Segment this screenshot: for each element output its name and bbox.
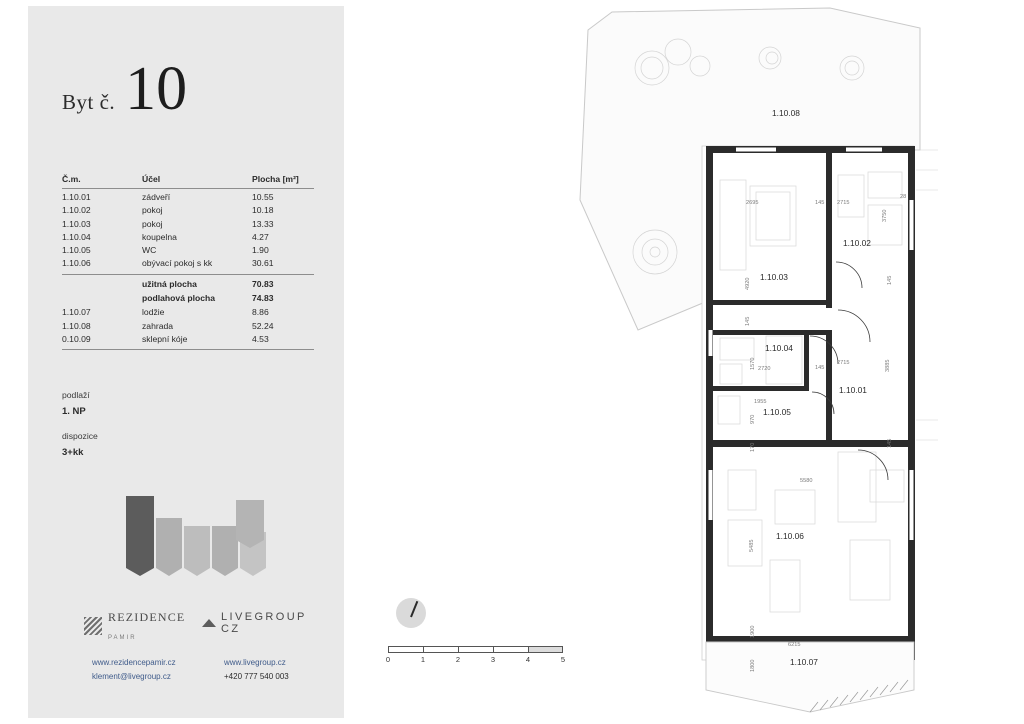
cell-area: 1.90: [252, 244, 269, 255]
dimension-text: 2715: [837, 200, 850, 206]
cell-use: zahrada: [142, 320, 174, 331]
cell-area: 74.83: [252, 293, 274, 304]
dimension-text: 28: [900, 194, 907, 200]
column-header-number: Č.m.: [62, 174, 81, 184]
cell-use: pokoj: [142, 218, 163, 229]
room-label-1-10-04: 1.10.04: [765, 343, 793, 353]
room-label-1-10-08: 1.10.08: [772, 108, 800, 118]
rezidence-name: REZIDENCE: [108, 610, 186, 624]
table-bottom-divider: [62, 349, 314, 350]
dimension-text: 1800: [750, 659, 756, 672]
dimension-text: 145: [815, 200, 825, 206]
room-schedule-table: [62, 174, 314, 350]
logo-rezidence-pamir: [84, 608, 185, 644]
cell-number: 1.10.05: [62, 244, 91, 255]
cell-use: podlahová plocha: [142, 293, 216, 304]
dimension-text: 5580: [800, 478, 813, 484]
column-header-area: Plocha [m²]: [252, 174, 299, 184]
cell-number: [62, 293, 142, 304]
dimension-text: 1900: [750, 625, 756, 638]
cell-number: 1.10.06: [62, 258, 91, 269]
dimension-text: 5485: [749, 539, 755, 552]
scale-tick: 4: [525, 655, 531, 664]
north-arrow-icon: [396, 598, 426, 628]
scale-tick: 3: [490, 655, 496, 664]
dimension-text: 145: [887, 275, 893, 285]
cell-use: užitná plocha: [142, 278, 197, 289]
floor-plan-drawing: [560, 0, 1000, 724]
cell-use: koupelna: [142, 231, 177, 242]
dimension-text: 3750: [882, 209, 888, 222]
phone-number: +420 777 540 003: [224, 672, 289, 681]
dimension-text: 2720: [758, 366, 771, 372]
cell-number: 1.10.04: [62, 231, 91, 242]
table-row: [62, 242, 314, 255]
cell-use: WC: [142, 244, 157, 255]
scale-tick: 2: [455, 655, 461, 664]
table-row: [62, 317, 314, 330]
room-label-1-10-05: 1.10.05: [763, 407, 791, 417]
link-web-livegroup[interactable]: www.livegroup.cz: [224, 658, 286, 667]
unit-title-number: 10: [125, 55, 188, 123]
cell-use: sklepní kóje: [142, 333, 188, 344]
livegroup-mark-icon: [202, 619, 216, 627]
apartment-extent: [702, 146, 914, 660]
layout-label: dispozice: [62, 431, 98, 441]
table-row: [62, 304, 314, 317]
rezidence-sub: PAMIR: [108, 635, 137, 641]
table-row: [62, 215, 314, 228]
livegroup-name: LIVEGROUP CZ: [221, 611, 307, 635]
cell-use: lodžie: [142, 307, 165, 318]
dimension-text: 4920: [745, 277, 751, 290]
cell-use: zádveří: [142, 192, 171, 203]
cell-number: [62, 279, 142, 290]
table-total-row: [62, 290, 314, 305]
room-label-1-10-06: 1.10.06: [776, 531, 804, 541]
layout-value: 3+kk: [62, 447, 84, 458]
room-label-1-10-03: 1.10.03: [760, 272, 788, 282]
cell-area: 13.33: [252, 218, 274, 229]
scale-ruler: [385, 646, 568, 668]
cell-number: 1.10.03: [62, 218, 91, 229]
table-total-row: [62, 275, 314, 290]
floor-value: 1. NP: [62, 406, 86, 417]
cell-number: 1.10.07: [62, 307, 91, 318]
dimension-text: 1570: [750, 357, 756, 370]
loggia-outline: [706, 642, 914, 712]
dimension-text: 2695: [746, 200, 759, 206]
scale-tick: 5: [560, 655, 566, 664]
cell-area: 10.18: [252, 205, 274, 216]
rezidence-mark-icon: [84, 617, 102, 635]
table-row: [62, 202, 314, 215]
floor-label: podlaží: [62, 390, 90, 400]
cell-number: 0.10.09: [62, 333, 91, 344]
scale-and-north: [385, 598, 578, 678]
massing-blocks: [126, 496, 266, 576]
cell-area: 4.53: [252, 333, 269, 344]
logo-livegroup: [202, 611, 322, 635]
dimension-text: 6215: [788, 642, 801, 648]
table-header-row: [62, 174, 314, 189]
facade-grid: [916, 150, 938, 440]
table-row: [62, 229, 314, 242]
dimension-text: 145: [887, 438, 893, 448]
dimension-text: 145: [745, 316, 751, 326]
sidebar-panel: [28, 6, 344, 718]
room-label-1-10-07: 1.10.07: [790, 657, 818, 667]
cell-area: 10.55: [252, 192, 274, 203]
unit-title-prefix: Byt č.: [62, 90, 116, 114]
cell-area: 30.61: [252, 258, 274, 269]
building-massing-diagram: [120, 488, 290, 588]
unit-meta: [62, 388, 98, 460]
cell-number: 1.10.01: [62, 192, 91, 203]
scale-tick: 0: [385, 655, 391, 664]
dimension-text: 170: [750, 442, 756, 452]
room-label-1-10-02: 1.10.02: [843, 238, 871, 248]
dimension-text: 970: [750, 414, 756, 424]
dimension-text: 3885: [885, 359, 891, 372]
cell-use: obývací pokoj s kk: [142, 258, 213, 269]
table-row: [62, 189, 314, 202]
table-row: [62, 331, 314, 344]
cell-area: 70.83: [252, 278, 274, 289]
link-web-residence[interactable]: www.rezidencepamir.cz: [92, 658, 176, 667]
table-row: [62, 255, 314, 268]
scale-tick: 1: [420, 655, 426, 664]
unit-title: [62, 55, 188, 123]
cell-number: 1.10.08: [62, 320, 91, 331]
cell-number: 1.10.02: [62, 205, 91, 216]
column-header-use: Účel: [142, 174, 161, 184]
cell-area: 8.86: [252, 307, 269, 318]
cell-area: 4.27: [252, 231, 269, 242]
dimension-text: 1955: [754, 399, 767, 405]
link-email[interactable]: klement@livegroup.cz: [92, 672, 171, 681]
dimension-text: 2715: [837, 360, 850, 366]
cell-use: pokoj: [142, 205, 163, 216]
room-label-1-10-01: 1.10.01: [839, 385, 867, 395]
dimension-text: 145: [815, 365, 825, 371]
cell-area: 52.24: [252, 320, 274, 331]
